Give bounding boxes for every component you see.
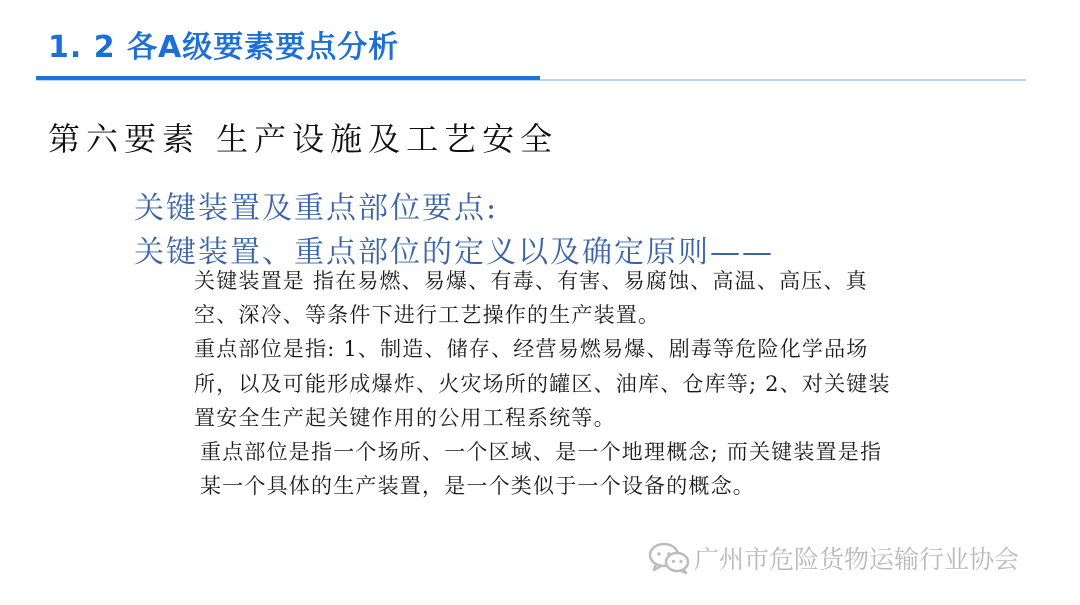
paragraph-key-area-definition: 重点部位是指: 1、制造、储存、经营易燃易爆、剧毒等危险化学品场所，以及可能形成爆炸、火灾场所的罐区、油库、仓库等; 2、对关键装置安全生产起关键作用的公用工程系统等。 bbox=[194, 337, 891, 430]
paragraph-comparison: 重点部位是指一个场所、一个区域、是一个地理概念; 而关键装置是指某一个具体的生产装置，是一个类似于一个设备的概念。 bbox=[200, 440, 883, 499]
paragraph-key-device-definition: 关键装置是 指在易燃、易爆、有毒、有害、易腐蚀、高温、高压、真空、深冷、等条件下进行工艺操作的生产装置。 bbox=[194, 269, 868, 328]
slide-title: 1. 2 各A级要素要点分析 bbox=[48, 30, 400, 65]
sub-heading-key-points: 关键装置及重点部位要点: bbox=[134, 191, 499, 226]
body-text bbox=[134, 264, 894, 503]
title-underline-accent bbox=[36, 76, 540, 80]
watermark bbox=[648, 540, 1019, 576]
section-heading: 第六要素 生产设施及工艺安全 bbox=[48, 120, 559, 158]
sub-heading-definitions: 关键装置、重点部位的定义以及确定原则—— bbox=[134, 235, 774, 270]
wechat-icon bbox=[648, 542, 690, 574]
watermark-text: 广州市危险货物运输行业协会 bbox=[694, 545, 1020, 574]
